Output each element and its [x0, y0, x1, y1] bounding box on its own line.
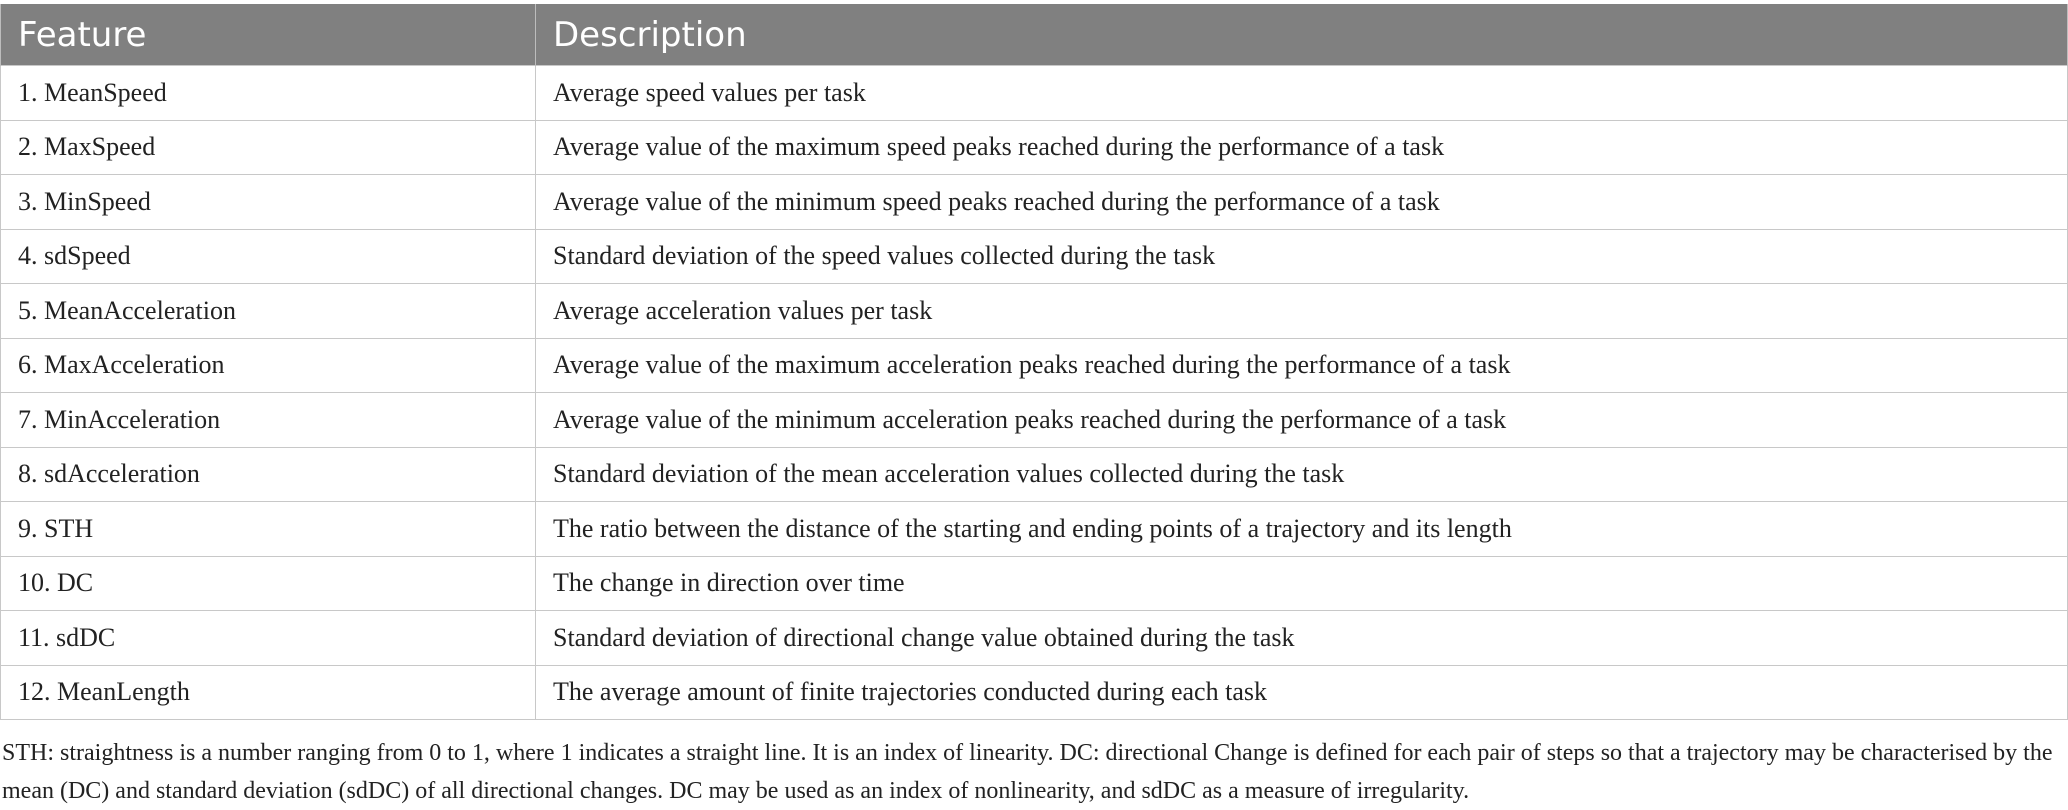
- description-cell: Average value of the minimum acceleration peaks reached during the performance of a task: [536, 393, 2068, 448]
- column-header-feature: Feature: [1, 4, 536, 66]
- feature-cell: 6. MaxAcceleration: [1, 338, 536, 393]
- feature-cell: 9. STH: [1, 502, 536, 557]
- table-row: [1, 284, 2068, 339]
- feature-cell: 1. MeanSpeed: [1, 66, 536, 121]
- table-row: [1, 611, 2068, 666]
- table-row: [1, 229, 2068, 284]
- feature-cell: 12. MeanLength: [1, 665, 536, 720]
- description-cell: The average amount of finite trajectories conducted during each task: [536, 665, 2068, 720]
- table-row: [1, 665, 2068, 720]
- table-row: [1, 502, 2068, 557]
- description-cell: Standard deviation of the mean acceleration values collected during the task: [536, 447, 2068, 502]
- feature-cell: 5. MeanAcceleration: [1, 284, 536, 339]
- feature-cell: 4. sdSpeed: [1, 229, 536, 284]
- feature-cell: 8. sdAcceleration: [1, 447, 536, 502]
- table-row: [1, 393, 2068, 448]
- description-cell: Average value of the maximum acceleration peaks reached during the performance of a task: [536, 338, 2068, 393]
- description-cell: Standard deviation of directional change value obtained during the task: [536, 611, 2068, 666]
- description-cell: Standard deviation of the speed values collected during the task: [536, 229, 2068, 284]
- feature-cell: 3. MinSpeed: [1, 175, 536, 230]
- table-row: [1, 338, 2068, 393]
- feature-cell: 7. MinAcceleration: [1, 393, 536, 448]
- feature-cell: 11. sdDC: [1, 611, 536, 666]
- feature-table-container: [0, 4, 2068, 720]
- table-row: [1, 175, 2068, 230]
- description-cell: Average value of the maximum speed peaks reached during the performance of a task: [536, 120, 2068, 175]
- feature-table: [0, 4, 2068, 720]
- description-cell: The change in direction over time: [536, 556, 2068, 611]
- table-row: [1, 66, 2068, 121]
- table-row: [1, 556, 2068, 611]
- description-cell: Average acceleration values per task: [536, 284, 2068, 339]
- table-body: [1, 66, 2068, 720]
- table-row: [1, 447, 2068, 502]
- description-cell: The ratio between the distance of the starting and ending points of a trajectory and its length: [536, 502, 2068, 557]
- header-row: [1, 4, 2068, 66]
- description-cell: Average value of the minimum speed peaks reached during the performance of a task: [536, 175, 2068, 230]
- column-header-description: Description: [536, 4, 2068, 66]
- feature-cell: 2. MaxSpeed: [1, 120, 536, 175]
- table-header: [1, 4, 2068, 66]
- table-row: [1, 120, 2068, 175]
- feature-cell: 10. DC: [1, 556, 536, 611]
- table-footnote: STH: straightness is a number ranging from 0 to 1, where 1 indicates a straight line. It is an index of linearity. DC: directional Change is defined for each pair of steps so that a trajectory may be characterised by the mean (DC) and standard deviation (sdDC) of all directional changes. DC may be used as an index of nonlinearity, and sdDC as a measure of irregularity.: [2, 740, 2053, 804]
- description-cell: Average speed values per task: [536, 66, 2068, 121]
